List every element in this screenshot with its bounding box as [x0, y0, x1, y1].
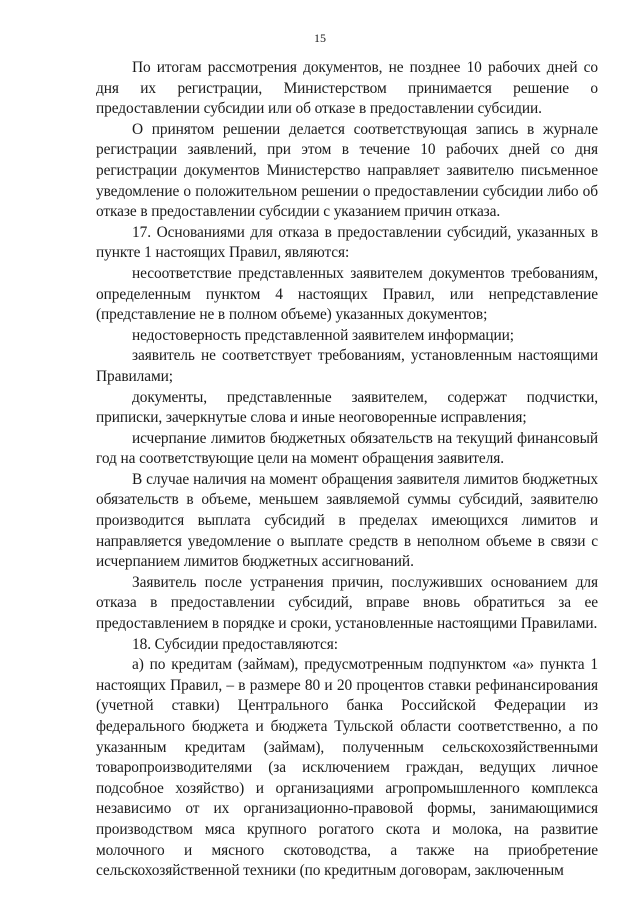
paragraph-ground-noncompliance: несоответствие представленных заявителем документов требованиям, определенным пунктом 4 настоящих Правил, или непредставление (представление не в полном объеме) указанных документов; — [96, 264, 598, 324]
paragraph-partial-payment: В случае наличия на момент обращения заявителя лимитов бюджетных обязательств в объеме, меньшем заявляемой суммы субсидий, заявителю производится выплата субсидий в пределах имеющихся лимитов и направляется уведомление о выплате средств в неполном объеме в связи с исчерпанием лимитов бюджетных ассигнований. — [96, 470, 598, 571]
paragraph-reapply: Заявитель после устранения причин, послуживших основанием для отказа в предоставлении субсидий, вправе вновь обратиться за ее предоставлением в порядке и сроки, установленные настоящими Правилами. — [96, 573, 598, 633]
page-number: 15 — [314, 31, 326, 45]
paragraph-18-subsidies: 18. Субсидии предоставляются: — [132, 635, 338, 653]
paragraph-ground-limits: исчерпание лимитов бюджетных обязательств на текущий финансовый год на соответствующие цели на момент обращения заявителя. — [96, 429, 598, 468]
paragraph-ground-requirements: заявитель не соответствует требованиям, установленным настоящими Правилами; — [96, 347, 598, 385]
paragraph-ground-corrections: документы, представленные заявителем, содержат подчистки, приписки, зачеркнутые слова и иные неоговоренные исправления; — [96, 388, 598, 427]
paragraph-decision-notice: О принятом решении делается соответствующая запись в журнале регистрации заявлений, при этом в течение 10 рабочих дней со дня регистрации документов Министерство направляет заявителю письменное уведомление о положительном решении о предоставлении субсидии либо об отказе в предоставлении субсидии с указанием причин отказа. — [96, 120, 598, 221]
paragraph-18a-loans: а) по кредитам (займам), предусмотренным подпунктом «а» пункта 1 настоящих Правил, – в размере 80 и 20 процентов ставки рефинансирования (учетной ставки) Центрального банка Российской Федерации из федерального бюджета и бюджета Тульской области соответственно, а по указанным кредитам (займам), полученным сельскохозяйственными товаропроизводителями (за исключением граждан, ведущих личное подсобное хозяйство) и организациями агропромышленного комплекса независимо от их организационно-правовой формы, занимающимися производством мяса крупного рогатого скота и молока, на развитие молочного и мясного скотоводства, а также на приобретение сельскохозяйственной техники (по кредитным договорам, заключенным — [96, 656, 598, 880]
document-body — [96, 58, 598, 882]
paragraph-review-decision: По итогам рассмотрения документов, не позднее 10 рабочих дней со дня их регистрации, Министерством принимается решение о предоставлении субсидии или об отказе в предоставлении субсидии. — [96, 59, 598, 118]
paragraph-17-refusal-grounds: 17. Основаниями для отказа в предоставлении субсидий, указанных в пункте 1 настоящих Правил, являются: — [96, 223, 598, 262]
paragraph-ground-false-info: недостоверность представленной заявителем информации; — [132, 326, 514, 344]
